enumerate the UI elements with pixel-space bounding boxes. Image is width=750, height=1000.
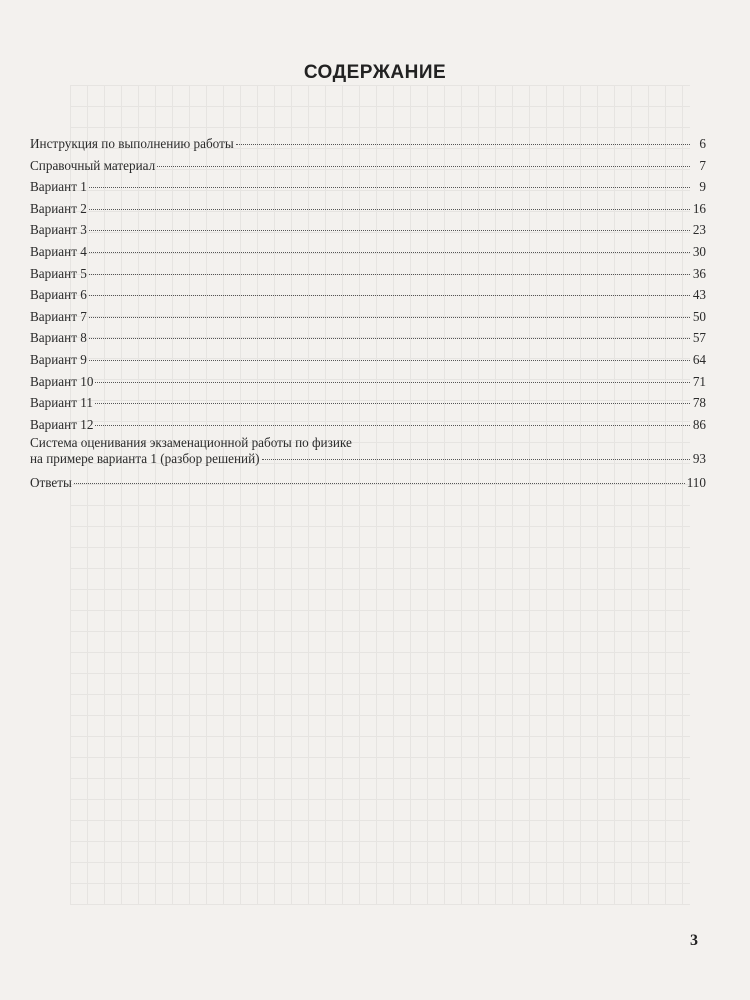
dot-leader [95,403,690,404]
toc-item[interactable] [30,219,706,241]
toc-item-label: Вариант 11 [30,395,93,411]
toc-item-label: Вариант 3 [30,222,87,238]
toc-item[interactable] [30,414,706,436]
toc-item-page: 16 [692,200,706,216]
toc-item-label: Справочный материал [30,157,156,173]
toc-item-page: 6 [699,136,706,151]
toc-item-page: 78 [692,395,706,411]
toc-item-label: Вариант 2 [30,200,87,216]
dot-leader [74,483,685,484]
toc-item-label: Вариант 4 [30,243,87,259]
toc-item-label: Инструкция по выполнению работы [30,136,234,151]
toc-item-page: 50 [692,308,706,324]
toc-item-label: Вариант 12 [30,416,94,432]
toc-list [30,133,706,435]
toc-item-label: Вариант 6 [30,287,87,303]
toc-item-label: Вариант 8 [30,330,87,346]
toc-item[interactable] [30,284,706,306]
dot-leader [157,166,690,167]
toc-item[interactable] [30,306,706,328]
toc-item-page: 110 [686,475,706,491]
dot-leader [95,425,690,426]
dot-leader [95,382,690,383]
toc-item-page: 93 [692,451,706,467]
toc-item[interactable] [30,241,706,263]
toc-item-page: 71 [692,373,706,389]
toc-item-label-line1: Система оценивания экзаменационной работы по физике [30,435,352,451]
toc-item[interactable] [30,176,706,198]
page-number: 3 [690,932,698,949]
dot-leader [262,459,690,460]
toc-item-page: 43 [692,287,706,303]
toc-item-page: 30 [692,243,706,259]
toc-item-label-line2: на примере варианта 1 (разбор решений) [30,451,260,467]
toc-item-label: Вариант 7 [30,308,87,324]
dot-leader [89,317,690,318]
toc-item[interactable] [30,327,706,349]
toc-item-label: Вариант 5 [30,265,87,281]
toc-item-page: 7 [699,157,706,173]
table-of-contents [30,133,706,494]
toc-item-page: 23 [692,222,706,238]
dot-leader [89,295,690,296]
toc-item-label: Вариант 9 [30,351,87,367]
toc-item-label: Вариант 1 [30,179,87,195]
dot-leader [89,338,690,339]
toc-item[interactable] [30,155,706,177]
toc-item-page: 64 [692,351,706,367]
toc-item-page: 36 [692,265,706,281]
toc-item[interactable] [30,392,706,414]
toc-item[interactable] [30,371,706,393]
dot-leader [89,274,690,275]
toc-item-page: 9 [699,179,706,195]
dot-leader [89,360,690,361]
toc-item-label: Ответы [30,475,72,491]
toc-item-page: 86 [692,416,706,432]
toc-item-answers[interactable] [30,472,706,494]
dot-leader [89,209,690,210]
toc-item-label: Вариант 10 [30,373,94,389]
page-title: СОДЕРЖАНИЕ [303,62,447,83]
toc-item[interactable] [30,133,706,155]
toc-item[interactable] [30,198,706,220]
toc-item-line2 [30,451,706,467]
dot-leader [89,252,690,253]
toc-item[interactable] [30,349,706,371]
dot-leader [236,144,690,145]
toc-item[interactable] [30,263,706,285]
toc-item-grading-system[interactable] [30,435,706,472]
dot-leader [89,230,690,231]
dot-leader [89,187,690,188]
toc-item-page: 57 [692,330,706,346]
